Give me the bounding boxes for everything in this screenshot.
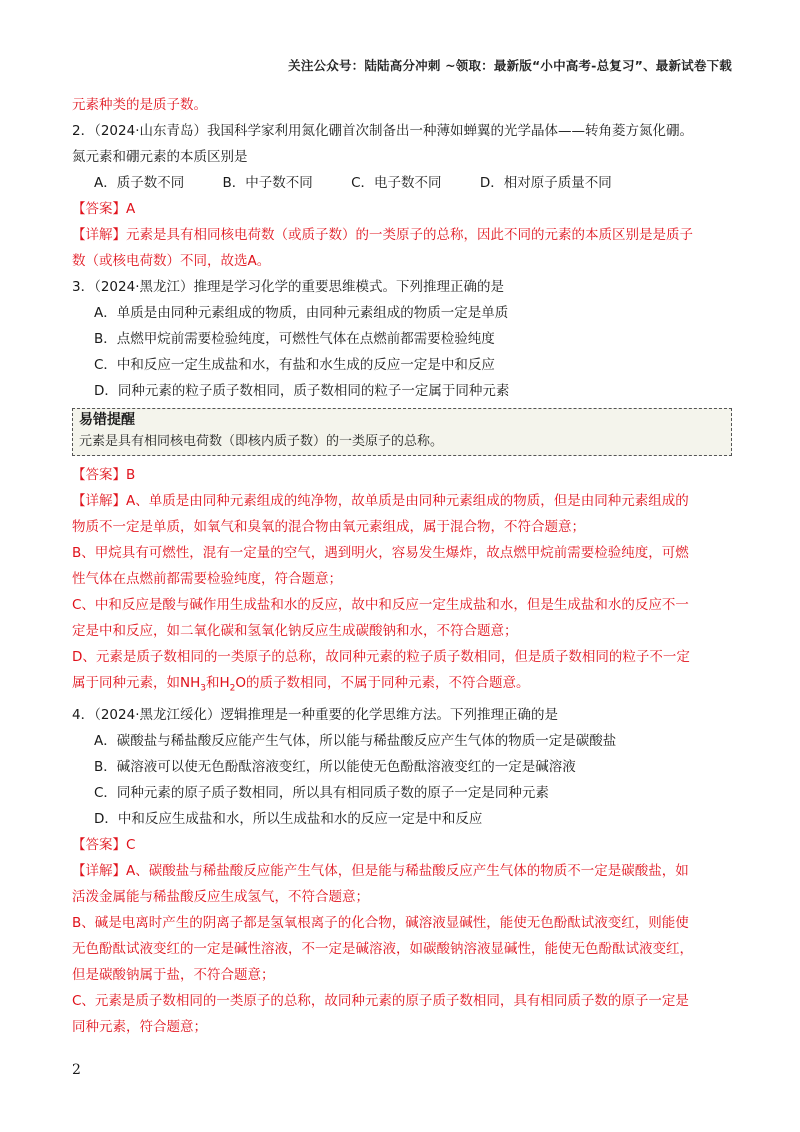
q4-option-a: A．碳酸盐与稀盐酸反应能产生气体，所以能与稀盐酸反应产生气体的物质一定是碳酸盐 xyxy=(94,732,617,749)
q2-options xyxy=(72,170,732,196)
q4-answer: 【答案】C xyxy=(72,836,136,853)
q3-detail-sub2: 2 xyxy=(229,683,236,694)
tip-title: 易错提醒 xyxy=(79,412,135,428)
q3-option-c: C．中和反应一定生成盐和水，有盐和水生成的反应一定是中和反应 xyxy=(94,357,495,373)
tip-text: 元素是具有相同核电荷数（即核内质子数）的一类原子的总称。 xyxy=(79,434,444,449)
q2-option-d: D．相对原子质量不同 xyxy=(479,175,612,191)
q4-option-b: B．碱溶液可以使无色酚酞溶液变红，所以能使无色酚酞溶液变红的一定是碱溶液 xyxy=(94,758,576,775)
q4-detail-line: 但是碳酸钠属于盐，不符合题意； xyxy=(72,966,275,983)
q3-detail-line: B、甲烷具有可燃性，混有一定量的空气，遇到明火，容易发生爆炸，故点燃甲烷前需要检验纯度，可燃 xyxy=(72,545,689,561)
q4-detail-line: 活泼金属能与稀盐酸反应生成氢气，不符合题意； xyxy=(72,888,369,905)
q3-detail-line: D、元素是质子数相同的一类原子的总称，故同种元素的粒子质子数相同，但是质子数相同的粒子不一定 xyxy=(72,649,690,665)
q4-option-d: D．中和反应生成盐和水，所以生成盐和水的反应一定是中和反应 xyxy=(94,810,483,827)
q4-detail-line: 无色酚酞试液变红的一定是碱性溶液，不一定是碱溶液，如碳酸钠溶液显碱性，能使无色酚酞试液变红， xyxy=(72,940,693,957)
q3-detail-last-line xyxy=(72,670,732,702)
q3-stem: 3．（2024·黑龙江）推理是学习化学的重要思维模式。下列推理正确的是 xyxy=(72,279,504,295)
page-number: 2 xyxy=(72,1062,81,1078)
q3-detail-line: 【详解】A、单质是由同种元素组成的纯净物，故单质是由同种元素组成的物质，但是由同种元素组成的 xyxy=(72,493,689,509)
prev-answer-tail: 元素种类的是质子数。 xyxy=(72,97,207,113)
page-content xyxy=(72,92,732,1040)
q3-answer: 【答案】B xyxy=(72,467,136,483)
q2-option-c: C．电子数不同 xyxy=(351,175,442,191)
q3-option-d: D．同种元素的粒子质子数相同，质子数相同的粒子一定属于同种元素 xyxy=(94,383,510,399)
q4-option-c: C．同种元素的原子质子数相同，所以具有相同质子数的原子一定是同种元素 xyxy=(94,784,549,801)
q3-option-b: B．点燃甲烷前需要检验纯度，可燃性气体在点燃前都需要检验纯度 xyxy=(94,331,495,347)
q3-detail-sub1: 3 xyxy=(200,683,206,694)
q3-detail-last-pre: 属于同种元素，如NH xyxy=(72,675,201,691)
q2-detail-line1: 【详解】元素是具有相同核电荷数（或质子数）的一类原子的总称，因此不同的元素的本质区别是是质子 xyxy=(72,227,693,243)
q3-detail-last-post: O的质子数相同，不属于同种元素，不符合题意。 xyxy=(235,675,530,691)
q3-detail-line: 性气体在点燃前都需要检验纯度，符合题意； xyxy=(72,571,342,587)
q2-stem-line1: 2．（2024·山东青岛）我国科学家利用氮化硼首次制备出一种薄如蝉翼的光学晶体——转角菱方氮化硼。 xyxy=(72,123,693,139)
q2-option-a: A．质子数不同 xyxy=(94,175,185,191)
q3-detail-last-mid: 和H xyxy=(205,675,230,691)
q4-detail-line: C、元素是质子数相同的一类原子的总称，故同种元素的原子质子数相同，具有相同质子数的原子一定是 xyxy=(72,992,689,1009)
q3-detail-line: 定是中和反应，如二氧化碳和氢氧化钠反应生成碳酸钠和水，不符合题意； xyxy=(72,623,518,639)
q3-option-a: A．单质是由同种元素组成的物质，由同种元素组成的物质一定是单质 xyxy=(94,305,509,321)
tip-box xyxy=(72,408,732,456)
q4-stem: 4．（2024·黑龙江绥化）逻辑推理是一种重要的化学思维方法。下列推理正确的是 xyxy=(72,706,558,723)
q3-detail-line: 物质不一定是单质，如氧气和臭氧的混合物由氧元素组成，属于混合物，不符合题意； xyxy=(72,519,585,535)
q2-answer: 【答案】A xyxy=(72,201,136,217)
q2-stem-line2: 氮元素和硼元素的本质区别是 xyxy=(72,149,248,165)
q2-detail-line2: 数（或核电荷数）不同，故选A。 xyxy=(72,253,271,269)
q2-option-b: B．中子数不同 xyxy=(222,175,313,191)
page-header: 关注公众号：陆陆高分冲刺 ~领取：最新版“小中高考-总复习”、最新试卷下载 xyxy=(288,58,732,73)
q4-detail-line: B、碱是电离时产生的阴离子都是氢氧根离子的化合物，碱溶液显碱性，能使无色酚酞试液变红，则能使 xyxy=(72,914,689,931)
q4-detail-line: 同种元素，符合题意； xyxy=(72,1018,207,1035)
q3-detail-line: C、中和反应是酸与碱作用生成盐和水的反应，故中和反应一定生成盐和水，但是生成盐和水的反应不一 xyxy=(72,597,689,613)
q4-detail-line: 【详解】A、碳酸盐与稀盐酸反应能产生气体，但是能与稀盐酸反应产生气体的物质不一定是碳酸盐，如 xyxy=(72,862,689,879)
